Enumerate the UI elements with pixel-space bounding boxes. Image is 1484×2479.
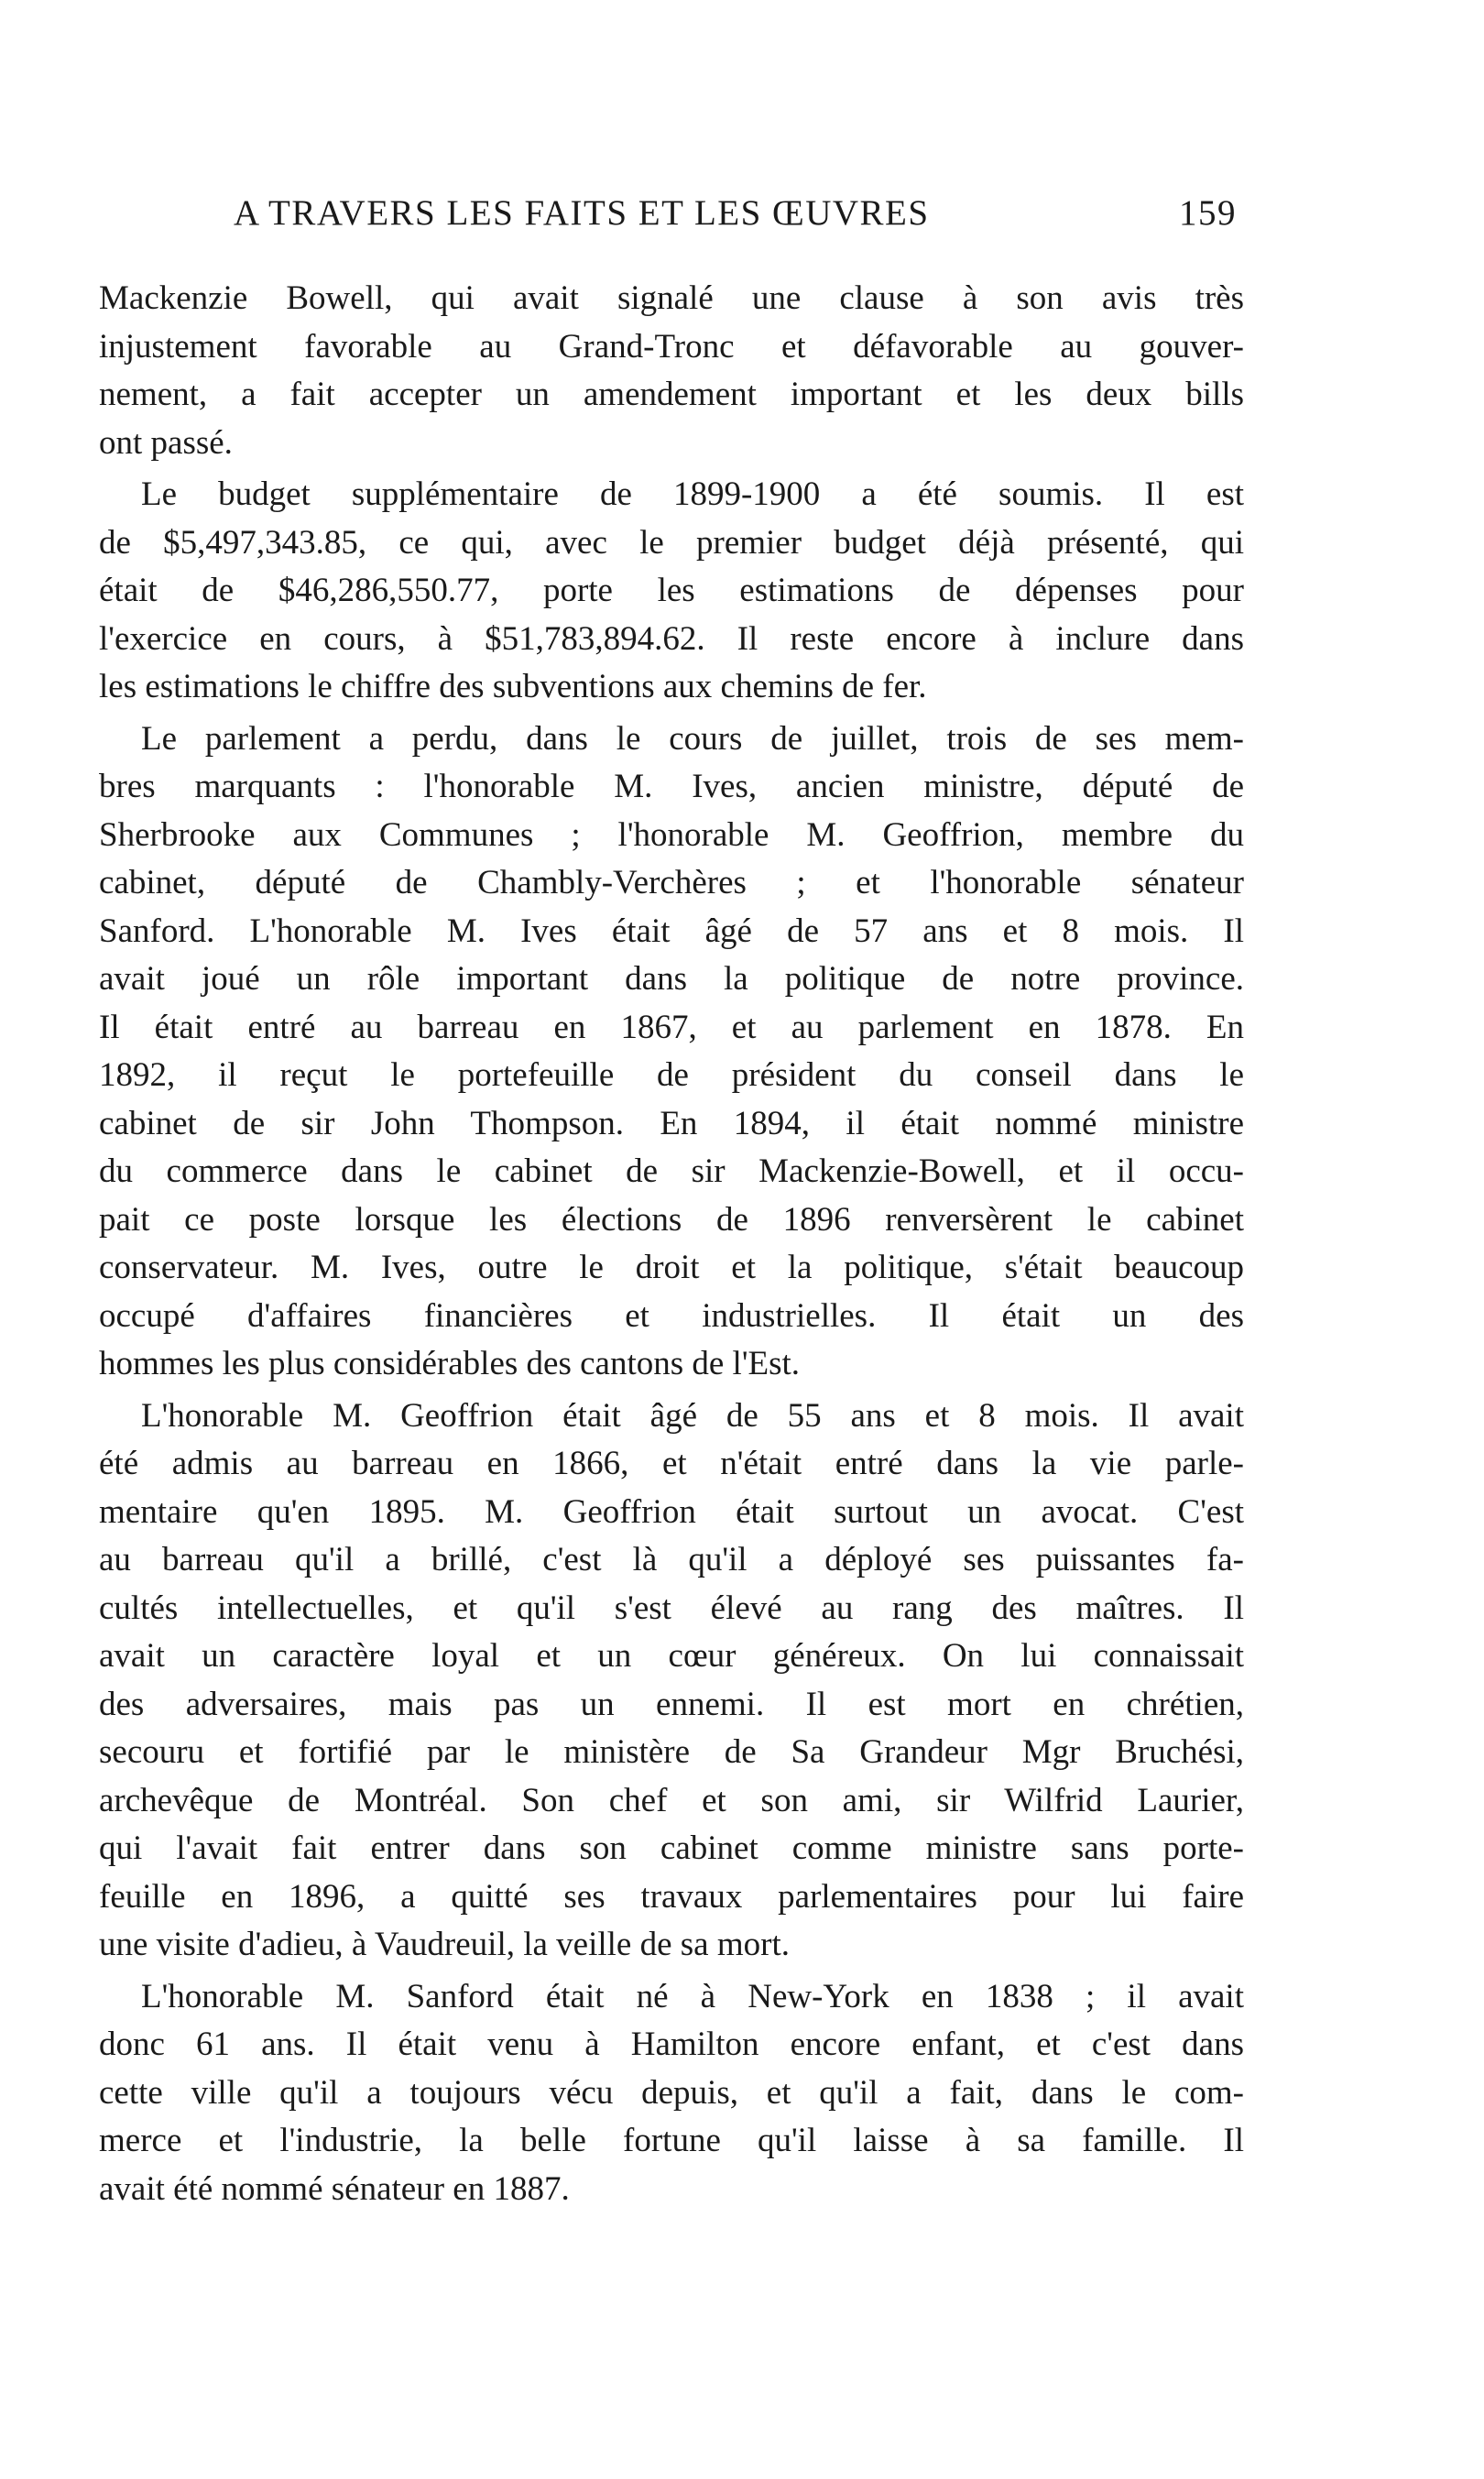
text-line: avait été nommé sénateur en 1887. <box>99 2169 570 2208</box>
text-line: pait ce poste lorsque les élections de 1896 renversèrent le cabinet <box>99 1200 1244 1239</box>
text-line: L'honorable M. Geoffrion était âgé de 55 ans et 8 mois. Il avait <box>141 1396 1244 1435</box>
text-line: 1892, il reçut le portefeuille de président du conseil dans le <box>99 1056 1244 1094</box>
text-line: Sanford. L'honorable M. Ives était âgé de 57 ans et 8 mois. Il <box>99 912 1244 950</box>
text-line: Mackenzie Bowell, qui avait signalé une clause à son avis très <box>99 279 1244 317</box>
text-line: merce et l'industrie, la belle fortune qu'il laisse à sa famille. Il <box>99 2122 1244 2159</box>
text-line: conservateur. M. Ives, outre le droit et la politique, s'était beaucoup <box>99 1249 1244 1286</box>
text-line: nement, a fait accepter un amendement important et les deux bills <box>99 376 1244 413</box>
paragraph <box>99 715 1244 1389</box>
text-line: les estimations le chiffre des subventions aux chemins de fer. <box>99 668 927 705</box>
text-line: cette ville qu'il a toujours vécu depuis, et qu'il a fait, dans le com- <box>99 2073 1244 2112</box>
paragraph <box>99 1392 1244 1970</box>
text-line: hommes les plus considérables des cantons de l'Est. <box>99 1345 801 1382</box>
text-line: au barreau qu'il a brillé, c'est là qu'il a déployé ses puissantes fa- <box>99 1541 1244 1578</box>
text-line: occupé d'affaires financières et industrielles. Il était un des <box>99 1296 1244 1335</box>
body-text <box>99 275 1244 2213</box>
page-number: 159 <box>1179 193 1237 233</box>
text-line: qui l'avait fait entrer dans son cabinet comme ministre sans porte- <box>99 1829 1244 1867</box>
text-line: cabinet, député de Chambly-Verchères ; et l'honorable sénateur <box>99 864 1244 901</box>
text-line: Sherbrooke aux Communes ; l'honorable M. Geoffrion, membre du <box>99 815 1244 854</box>
text-line: L'honorable M. Sanford était né à New-York en 1838 ; il avait <box>141 1977 1244 2015</box>
text-line: cabinet de sir John Thompson. En 1894, il était nommé ministre <box>99 1104 1244 1142</box>
text-line: Il était entré au barreau en 1867, et au parlement en 1878. En <box>99 1008 1244 1046</box>
paragraph <box>99 275 1244 467</box>
text-line: été admis au barreau en 1866, et n'était entré dans la vie parle- <box>99 1445 1244 1482</box>
text-line: Le parlement a perdu, dans le cours de juillet, trois de ses mem- <box>141 719 1244 758</box>
text-line: injustement favorable au Grand-Tronc et défavorable au gouver- <box>99 327 1244 366</box>
text-line: des adversaires, mais pas un ennemi. Il est mort en chrétien, <box>99 1685 1244 1723</box>
text-line: feuille en 1896, a quitté ses travaux parlementaires pour lui faire <box>99 1877 1244 1916</box>
text-line: une visite d'adieu, à Vaudreuil, la veille de sa mort. <box>99 1926 790 1963</box>
running-head <box>234 192 1237 247</box>
text-line: était de $46,286,550.77, porte les estimations de dépenses pour <box>99 572 1244 609</box>
text-line: de $5,497,343.85, ce qui, avec le premier budget déjà présenté, qui <box>99 523 1244 562</box>
text-line: du commerce dans le cabinet de sir Mackenzie-Bowell, et il occu- <box>99 1152 1244 1190</box>
text-line: avait un caractère loyal et un cœur généreux. On lui connaissait <box>99 1637 1244 1675</box>
text-line: archevêque de Montréal. Son chef et son ami, sir Wilfrid Laurier, <box>99 1781 1244 1819</box>
paragraph <box>99 1973 1244 2214</box>
text-line: donc 61 ans. Il était venu à Hamilton encore enfant, et c'est dans <box>99 2026 1244 2063</box>
paragraph <box>99 471 1244 712</box>
text-line: Le budget supplémentaire de 1899-1900 a été soumis. Il est <box>141 475 1244 513</box>
text-line: bres marquants : l'honorable M. Ives, ancien ministre, député de <box>99 768 1244 805</box>
text-line: avait joué un rôle important dans la politique de notre province. <box>99 960 1244 998</box>
running-title: A TRAVERS LES FAITS ET LES ŒUVRES <box>234 193 930 233</box>
text-line: secouru et fortifié par le ministère de Sa Grandeur Mgr Bruchési, <box>99 1733 1244 1771</box>
text-line: cultés intellectuelles, et qu'il s'est élevé au rang des maîtres. Il <box>99 1589 1244 1627</box>
text-line: ont passé. <box>99 423 233 462</box>
text-line: mentaire qu'en 1895. M. Geoffrion était surtout un avocat. C'est <box>99 1492 1244 1531</box>
text-line: l'exercice en cours, à $51,783,894.62. Il reste encore à inclure dans <box>99 619 1244 658</box>
